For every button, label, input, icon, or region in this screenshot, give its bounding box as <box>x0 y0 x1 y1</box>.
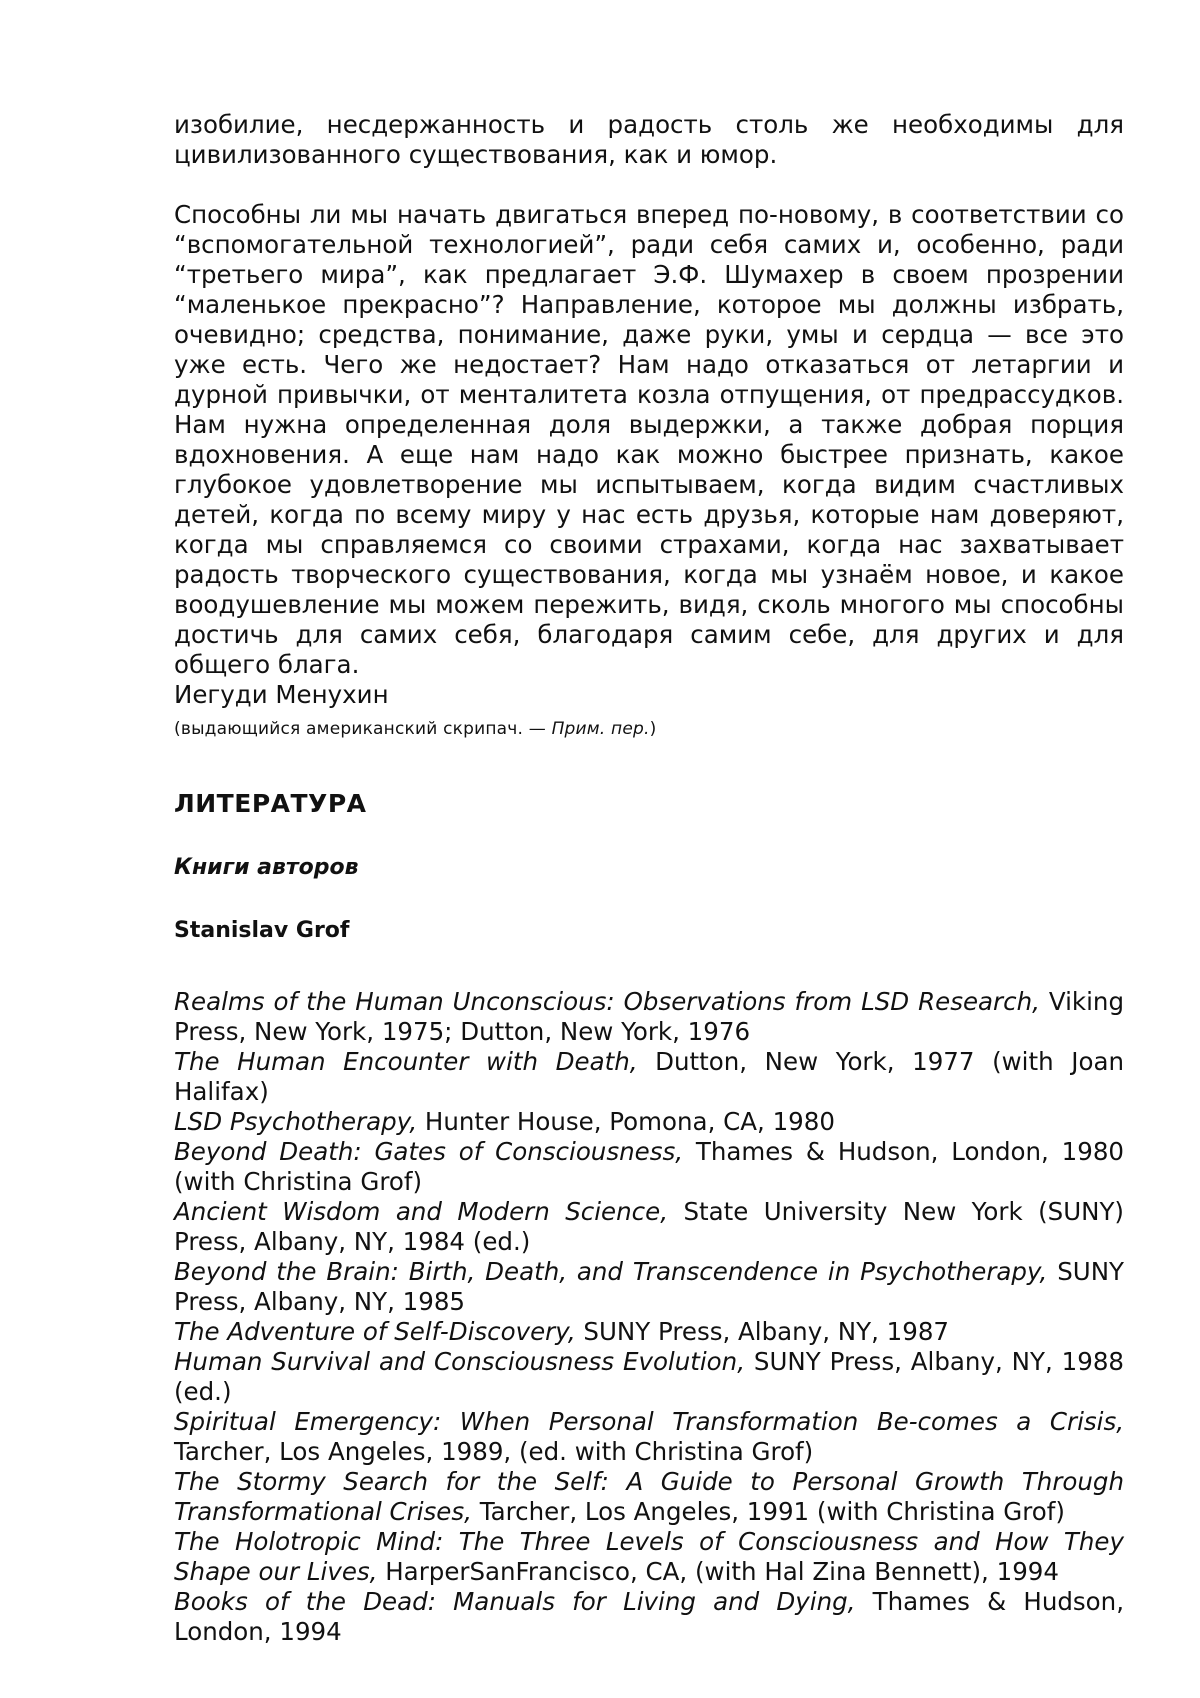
reference-title: The Human Encounter with Death, <box>174 1047 638 1076</box>
reference-item <box>174 1527 1124 1587</box>
section-title: ЛИТЕРАТУРА <box>174 789 1124 819</box>
reference-details: SUNY Press, Albany, NY, 1987 <box>576 1317 949 1346</box>
note-italic: Прим. пер. <box>552 719 650 739</box>
reference-item <box>174 1317 1124 1347</box>
reference-details: State University New York (SUNY) Press, Albany, NY, 1984 (ed.) <box>174 1197 1124 1256</box>
reference-item <box>174 987 1124 1047</box>
reference-item <box>174 1197 1124 1257</box>
reference-details: Hunter House, Pomona, CA, 1980 <box>417 1107 835 1136</box>
reference-title: Human Survival and Consciousness Evolution, <box>174 1347 745 1376</box>
reference-details: HarperSanFrancisco, CA, (with Hal Zina Bennett), 1994 <box>377 1557 1059 1586</box>
reference-item <box>174 1047 1124 1107</box>
note-close: ) <box>650 719 657 739</box>
reference-title: Beyond Death: Gates of Consciousness, <box>174 1137 683 1166</box>
reference-list <box>174 987 1124 1647</box>
note-text: выдающийся американский скрипач. — <box>181 719 552 739</box>
reference-item <box>174 1407 1124 1467</box>
reference-title: Ancient Wisdom and Modern Science, <box>174 1197 668 1226</box>
reference-item <box>174 1467 1124 1527</box>
reference-item <box>174 1587 1124 1647</box>
reference-details: Tarcher, Los Angeles, 1991 (with Christina Grof) <box>472 1497 1065 1526</box>
reference-details: Thames & Hudson, London, 1994 <box>174 1587 1124 1646</box>
signature: Иегуди Менухин <box>174 680 1124 710</box>
document-page <box>174 110 1124 1647</box>
reference-item <box>174 1137 1124 1197</box>
author-heading: Stanislav Grof <box>174 916 1124 946</box>
translator-note <box>174 716 1124 742</box>
reference-details: Thames & Hudson, London, 1980 (with Christina Grof) <box>174 1137 1124 1196</box>
reference-details: Viking Press, New York, 1975; Dutton, New York, 1976 <box>174 987 1124 1046</box>
reference-title: The Adventure of Self-Discovery, <box>174 1317 576 1346</box>
reference-title: Realms of the Human Unconscious: Observations from LSD Research, <box>174 987 1040 1016</box>
reference-item <box>174 1257 1124 1317</box>
reference-title: The Holotropic Mind: The Three Levels of Consciousness and How They Shape our Lives, <box>174 1527 1124 1586</box>
reference-details: SUNY Press, Albany, NY, 1988 (ed.) <box>174 1347 1124 1406</box>
reference-title: Beyond the Brain: Birth, Death, and Transcendence in Psychotherapy, <box>174 1257 1047 1286</box>
note-open: ( <box>174 719 181 739</box>
reference-title: Spiritual Emergency: When Personal Transformation Be-comes a Crisis, <box>174 1407 1124 1436</box>
reference-item <box>174 1347 1124 1407</box>
reference-details: Dutton, New York, 1977 (with Joan Halifax) <box>174 1047 1124 1106</box>
reference-title: The Stormy Search for the Self: A Guide to Personal Growth Through Transformational Crises, <box>174 1467 1124 1526</box>
paragraph-2: Способны ли мы начать двигаться вперед по-новому, в соответствии со “вспомогательной технологией”, ради себя самих и, особенно, ради “третьего мира”, как предлагает Э.Ф. Шумахер в своем прозрении “маленькое прекрасно”? Направление, которое мы должны избрать, очевидно; средства, понимание, даже руки, умы и сердца — все это уже есть. Чего же недостает? Нам надо отказаться от летаргии и дурной привычки, от менталитета козла отпущения, от предрассудков. Нам нужна определенная доля выдержки, а также добрая порция вдохновения. А еще нам надо как можно быстрее признать, какое глубокое удовлетворение мы испытываем, когда видим счастливых детей, когда по всему миру у нас есть друзья, которые нам доверяют, когда мы справляемся со своими страхами, когда нас захватывает радость творческого существования, когда мы узнаём новое, и какое воодушевление мы можем пережить, видя, сколь многого мы способны достичь для самих себя, благодаря самим себе, для других и для общего блага. <box>174 200 1124 680</box>
reference-details: SUNY Press, Albany, NY, 1985 <box>174 1257 1124 1316</box>
reference-details: Tarcher, Los Angeles, 1989, (ed. with Christina Grof) <box>174 1437 813 1466</box>
subsection-title: Книги авторов <box>174 853 1124 883</box>
reference-title: Books of the Dead: Manuals for Living and Dying, <box>174 1587 855 1616</box>
reference-item <box>174 1107 1124 1137</box>
paragraph-1: изобилие, несдержанность и радость столь же необходимы для цивилизованного существования, как и юмор. <box>174 110 1124 170</box>
reference-title: LSD Psychotherapy, <box>174 1107 417 1136</box>
